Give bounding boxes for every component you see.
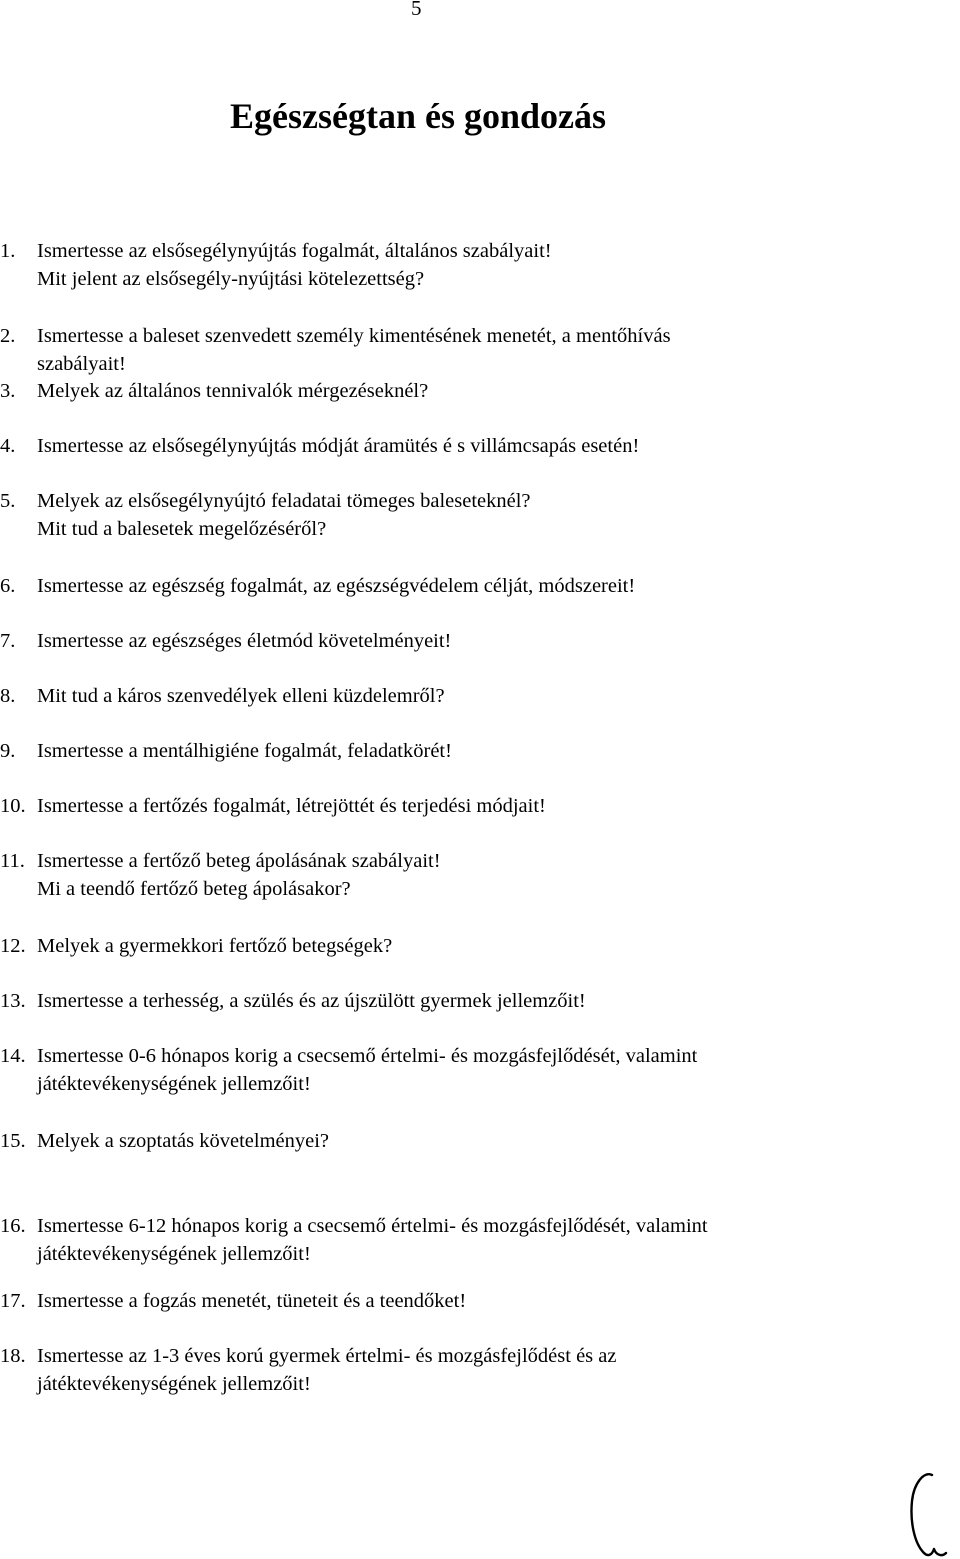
question-line: Melyek a gyermekkori fertőző betegségek? xyxy=(37,935,393,957)
question-line: Melyek az elsősegélynyújtó feladatai tömeges baleseteknél? xyxy=(37,490,531,512)
question-line: Ismertesse az elsősegélynyújtás fogalmát, általános szabályait! xyxy=(37,240,552,262)
question-line: Ismertesse 0-6 hónapos korig a csecsemő értelmi- és mozgásfejlődését, valamint xyxy=(37,1045,698,1067)
question-number: 16. xyxy=(0,1215,26,1237)
question-text xyxy=(37,933,392,961)
page-number: 5 xyxy=(411,0,422,20)
question-text xyxy=(37,793,546,821)
question-line: Ismertesse az egészséges életmód követelményeit! xyxy=(37,630,452,652)
question-text xyxy=(37,378,428,406)
question-line: Ismertesse a terhesség, a szülés és az újszülött gyermek jellemzőit! xyxy=(37,990,586,1012)
question-number: 18. xyxy=(0,1345,26,1367)
question-line: játéktevékenységének jellemzőit! xyxy=(37,1072,311,1095)
question-number: 14. xyxy=(0,1045,26,1067)
question-number: 3. xyxy=(0,380,16,402)
question-line: Mit jelent az elsősegély-nyújtási kötelezettség? xyxy=(37,267,425,290)
question-number: 9. xyxy=(0,740,16,762)
question-text xyxy=(37,1288,466,1316)
question-text xyxy=(37,1128,329,1156)
question-text xyxy=(37,848,441,903)
question-text xyxy=(37,1213,708,1268)
question-text xyxy=(37,573,635,601)
question-line: Mit tud a káros szenvedélyek elleni küzdelemről? xyxy=(37,685,445,707)
question-number: 5. xyxy=(0,490,16,512)
page-title: Egészségtan és gondozás xyxy=(230,96,606,136)
question-line: játéktevékenységének jellemzőit! xyxy=(37,1242,311,1265)
question-number: 1. xyxy=(0,240,16,262)
question-number: 4. xyxy=(0,435,16,457)
question-line: játéktevékenységének jellemzőit! xyxy=(37,1372,311,1395)
question-number: 2. xyxy=(0,325,16,347)
question-number: 11. xyxy=(0,850,25,872)
question-text xyxy=(37,238,552,293)
question-number: 13. xyxy=(0,990,26,1012)
question-text xyxy=(37,488,531,543)
question-number: 12. xyxy=(0,935,26,957)
question-text xyxy=(37,738,452,766)
question-line: Ismertesse az 1-3 éves korú gyermek értelmi- és mozgásfejlődést és az xyxy=(37,1345,617,1367)
question-line: Ismertesse az egészség fogalmát, az egészségvédelem célját, módszereit! xyxy=(37,575,636,597)
question-text xyxy=(37,683,445,711)
question-line: Mit tud a balesetek megelőzéséről? xyxy=(37,517,327,540)
question-text xyxy=(37,1343,616,1398)
question-line: szabályait! xyxy=(37,352,126,375)
question-line: Ismertesse a mentálhigiéne fogalmát, feladatkörét! xyxy=(37,740,452,762)
question-line: Ismertesse a fertőző beteg ápolásának szabályait! xyxy=(37,850,441,872)
question-line: Melyek a szoptatás követelményei? xyxy=(37,1130,330,1152)
question-line: Mi a teendő fertőző beteg ápolásakor? xyxy=(37,877,351,900)
question-line: Ismertesse az elsősegélynyújtás módját áramütés é s villámcsapás esetén! xyxy=(37,435,640,457)
question-number: 15. xyxy=(0,1130,26,1152)
question-line: Ismertesse a fogzás menetét, tüneteit és a teendőket! xyxy=(37,1290,467,1312)
question-text xyxy=(37,1043,697,1098)
question-number: 7. xyxy=(0,630,16,652)
question-text xyxy=(37,433,639,461)
question-line: Melyek az általános tennivalók mérgezéseknél? xyxy=(37,380,429,402)
question-number: 17. xyxy=(0,1290,26,1312)
question-line: Ismertesse a baleset szenvedett személy kimentésének menetét, a mentőhívás xyxy=(37,325,671,347)
question-text xyxy=(37,988,586,1016)
question-line: Ismertesse 6-12 hónapos korig a csecsemő értelmi- és mozgásfejlődését, valamint xyxy=(37,1215,708,1237)
question-number: 6. xyxy=(0,575,16,597)
question-text xyxy=(37,628,451,656)
question-line: Ismertesse a fertőzés fogalmát, létrejöttét és terjedési módjait! xyxy=(37,795,546,817)
question-number: 8. xyxy=(0,685,16,707)
question-text xyxy=(37,323,671,378)
question-number: 10. xyxy=(0,795,26,817)
handwritten-initial-icon xyxy=(906,1469,948,1559)
